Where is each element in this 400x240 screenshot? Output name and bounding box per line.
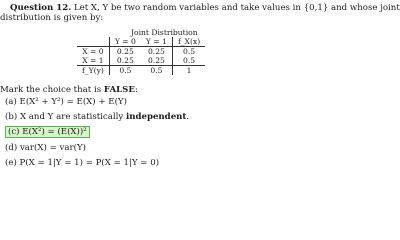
choice-e[interactable]: (e) P(X = 1|Y = 1) = P(X = 1|Y = 0) <box>5 158 160 168</box>
instruction <box>0 85 138 95</box>
question-line-1 <box>10 3 400 13</box>
table-header-cell: f_X(x) <box>172 37 205 47</box>
choice-b-suffix: . <box>186 112 190 122</box>
instruction-prefix: Mark the choice that is <box>0 85 104 95</box>
table-cell: 0.25 <box>109 56 141 66</box>
choice-d[interactable]: (d) var(X) = var(Y) <box>5 143 86 153</box>
table-cell: 0.5 <box>183 47 196 56</box>
choice-b-emphasis: independent <box>125 112 187 122</box>
table-row-label: X = 1 <box>77 56 109 66</box>
choice-c-highlighted: (c) E(X²) = (E(X))² <box>5 126 90 138</box>
choice-b-prefix: (b) X and Y are statistically <box>5 112 126 122</box>
table-title: Joint Distribution <box>131 28 198 37</box>
table-cell: 0.5 <box>119 66 132 75</box>
table-cell: 0.25 <box>141 47 173 57</box>
table-cell: 0.5 <box>141 66 173 76</box>
table-row <box>77 47 205 57</box>
instruction-suffix: : <box>134 85 138 95</box>
table-row-label: f_Y(y) <box>77 66 109 76</box>
table-row <box>77 66 205 76</box>
choice-c[interactable] <box>5 127 90 138</box>
table-cell: 0.5 <box>172 56 205 66</box>
table-cell: 0.25 <box>116 47 134 56</box>
table-header-cell: Y = 1 <box>141 37 173 47</box>
table-header-cell <box>77 37 109 47</box>
question-text-1: Let X, Y be two random variables and take values in {0,1} and whose joint <box>73 3 400 13</box>
table-row <box>77 56 205 66</box>
choice-a[interactable]: (a) E(X² + Y²) = E(X) + E(Y) <box>5 97 127 107</box>
table-row-label: X = 0 <box>77 47 109 57</box>
question-label: Question 12. <box>10 3 72 13</box>
table-cell: 1 <box>186 66 192 75</box>
joint-distribution-table <box>77 37 205 75</box>
instruction-emphasis: FALSE <box>103 85 135 95</box>
table-header-cell: Y = 0 <box>109 37 141 47</box>
table-cell: 0.25 <box>141 56 173 66</box>
question-line-2: distribution is given by: <box>0 13 104 23</box>
choice-b[interactable] <box>5 112 189 123</box>
